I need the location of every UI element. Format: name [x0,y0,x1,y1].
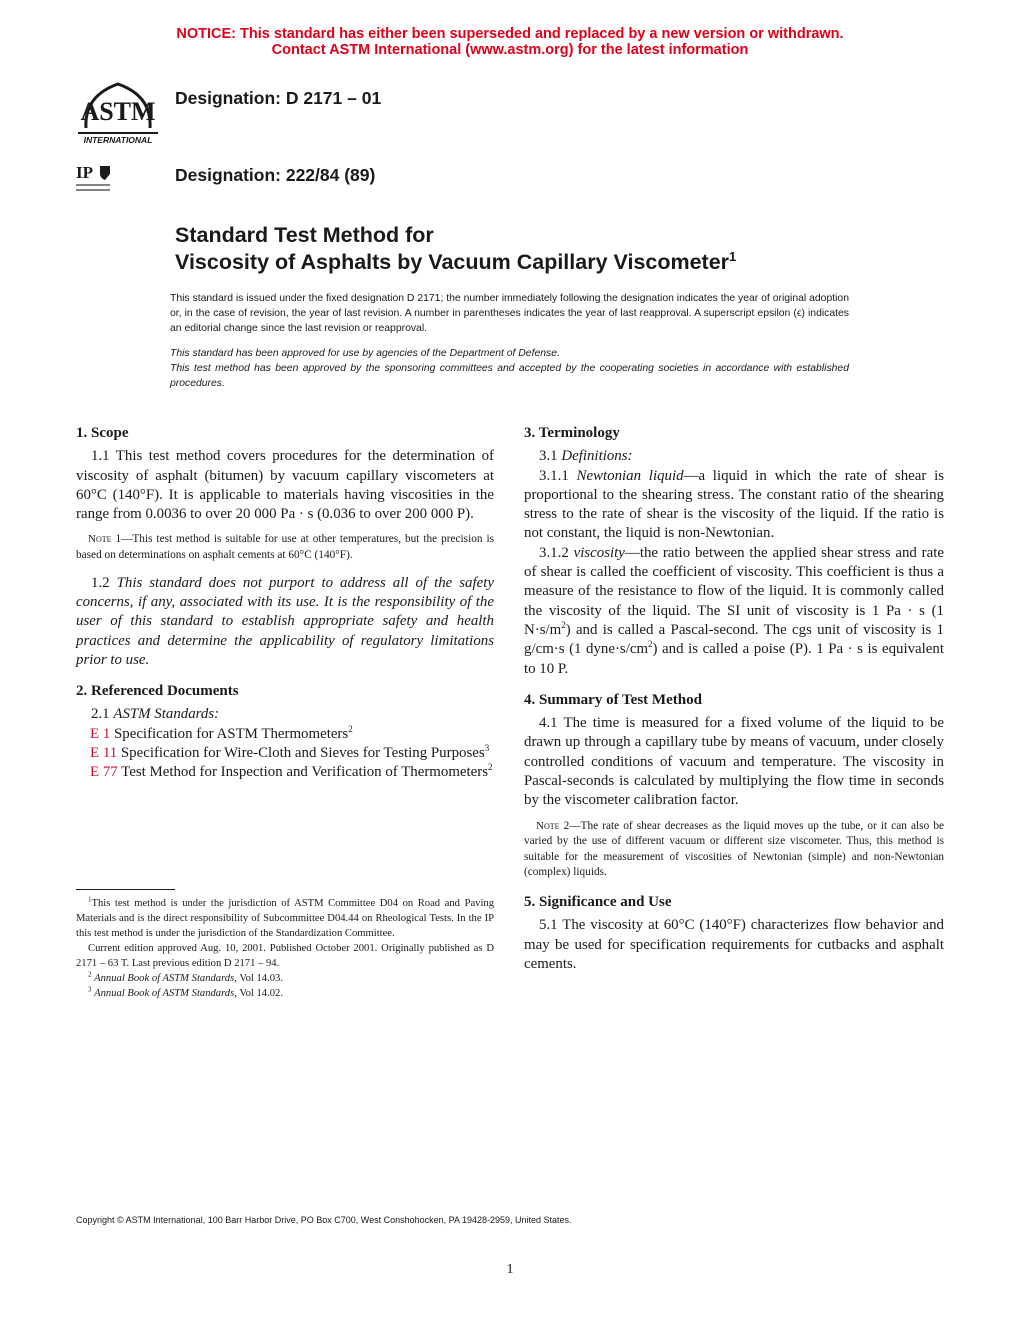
section-3-1: 3.1 Definitions: [539,448,633,465]
title-line-1: Standard Test Method for [175,223,434,247]
ref-e11: E 11 Specification for Wire-Cloth and Sieves for Testing Purposes$^3$ [90,743,490,762]
ref-link[interactable]: E 1 [90,725,111,742]
svg-text:INTERNATIONAL: INTERNATIONAL [83,135,153,145]
astm-logo-icon [76,76,160,148]
ip-logo-icon [76,160,116,194]
svg-text:IP: IP [76,163,93,182]
section-3-1-2: 3.1.2 viscosity—the ratio between the applied shear stress and rate of shear is called the coefficient of viscosity. This coefficient is thus a measure of the resistance to flow of the liquid. It is commonly called the viscosity of the liquid. The SI unit of viscosity is 1 Pa · s (1 $N\cdot s/m^2$) and is called a Pascal-second. The cgs unit of viscosity is 1 g/cm·s (1 $dyne\cdot s/cm^2$) and is called a poise (P). 1 Pa · s is equivalent to 10 P. [524,544,944,677]
section-2-heading: 2. Referenced Documents [76,683,239,700]
section-3-1-1: 3.1.1 Newtonian liquid—a liquid in which the rate of shear is proportional to the shearing stress. The constant ratio of the shearing stress to the rate of shear is the viscosity of the liquid. If the ratio is not constant, the liquid is non-Newtonian. [524,467,944,542]
section-3-heading: 3. Terminology [524,425,620,441]
ref-e77: E 77 Test Method for Inspection and Verification of Thermometers$^2$ [90,762,493,781]
title-line-2: Viscosity of Asphalts by Vacuum Capillary Viscometer$^1$ [175,248,737,274]
note-1: Note 1—This test method is suitable for use at other temperatures, but the precision is based on determinations on asphalt cements at 60°C (140°F). [76,533,494,562]
intro-standard-note: This standard is issued under the fixed designation D 2171; the number immediately following the designation indicates the year of original adoption or, in the case of revision, the year of last revision. A number in parentheses indicates the year of last reapproval. A superscript epsilon (ϵ) indicates an editorial change since the last revision or reapproval. [170,293,849,334]
footnote-3: $^3$ Annual Book of ASTM Standards, Vol 14.02. [88,985,283,999]
section-5-1: 5.1 The viscosity at 60°C (140°F) characterizes flow behavior and may be used for specification requirements for cutbacks and asphalt cements. [524,917,944,972]
section-1-2: 1.2 This standard does not purport to address all of the safety concerns, if any, associated with its use. It is the responsibility of the user of this standard to establish appropriate safety and health practices and determine the applicability of regulatory limitations prior to use. [76,574,494,668]
notice-line-2: Contact ASTM International (www.astm.org) for the latest information [271,42,749,58]
footnote-1-edition: Current edition approved Aug. 10, 2001. Published October 2001. Originally published as D 2171 – 63 T. Last previous edition D 2171 – 94. [76,943,494,969]
astm-logo [76,76,160,148]
intro-approval-note: This test method has been approved by the sponsoring committees and accepted by the cooperating societies in accordance with established procedures. [170,363,849,389]
section-1-1: 1.1 This test method covers procedures for the determination of viscosity of asphalt (bitumen) by vacuum capillary viscometers at 60°C (140°F). It is applicable to materials having viscosities in the range from 0.0036 to over 20 000 Pa · s (0.036 to over 200 000 P). [76,448,494,523]
footnote-2: $^2$ Annual Book of ASTM Standards, Vol 14.03. [88,970,283,984]
ref-e1: E 1 Specification for ASTM Thermometers$^2$ [90,723,353,742]
section-4-heading: 4. Summary of Test Method [524,691,702,708]
ref-link[interactable]: E 11 [90,745,118,762]
ref-link[interactable]: E 77 [90,764,118,781]
section-4-1: 4.1 The time is measured for a fixed volume of the liquid to be drawn up through a capillary tube by means of vacuum, under closely controlled conditions of vacuum and temperature. The viscosity in Pascal-seconds is calculated by multiplying the flow time in seconds by the viscometer calibration factor. [524,715,944,809]
designation-ip: Designation: 222/84 (89) [175,165,376,185]
section-5-heading: 5. Significance and Use [524,894,672,911]
page-number: 1 [506,1262,514,1277]
ip-logo [76,160,116,194]
intro-dod-note: This standard has been approved for use by agencies of the Department of Defense. [170,348,560,359]
designation-astm: Designation: D 2171 – 01 [175,88,382,108]
footnote-rule [76,889,175,890]
right-column [524,424,944,974]
footnote-1: $^1$This test method is under the jurisdiction of ASTM Committee D04 on Road and Paving Materials and is the direct responsibility of Subcommittee D04.44 on Rheological Tests. In the IP this test method is under the jurisdiction of the Standardization Committee. [76,895,494,939]
left-column [76,424,494,783]
copyright-footer: Copyright © ASTM International, 100 Barr Harbor Drive, PO Box C700, West Conshohocken, PA 19428-2959, United States. [76,1215,572,1225]
footnotes [76,896,494,1001]
notice-line-1: NOTICE: This standard has either been superseded and replaced by a new version or withdrawn. [176,26,844,42]
section-1-heading: 1. Scope [76,425,129,441]
document-title [175,222,736,276]
note-2: Note 2—The rate of shear decreases as the liquid moves up the tube, or it can also be varied by the use of different vacuum or different size viscometer. Thus, this method is suitable for the measurement of viscosities of Newtonian (simple) and non-Newtonian (complex) liquids. [524,819,944,879]
svg-text:ASTM: ASTM [80,97,156,126]
section-2-1: 2.1 ASTM Standards: [91,706,220,723]
